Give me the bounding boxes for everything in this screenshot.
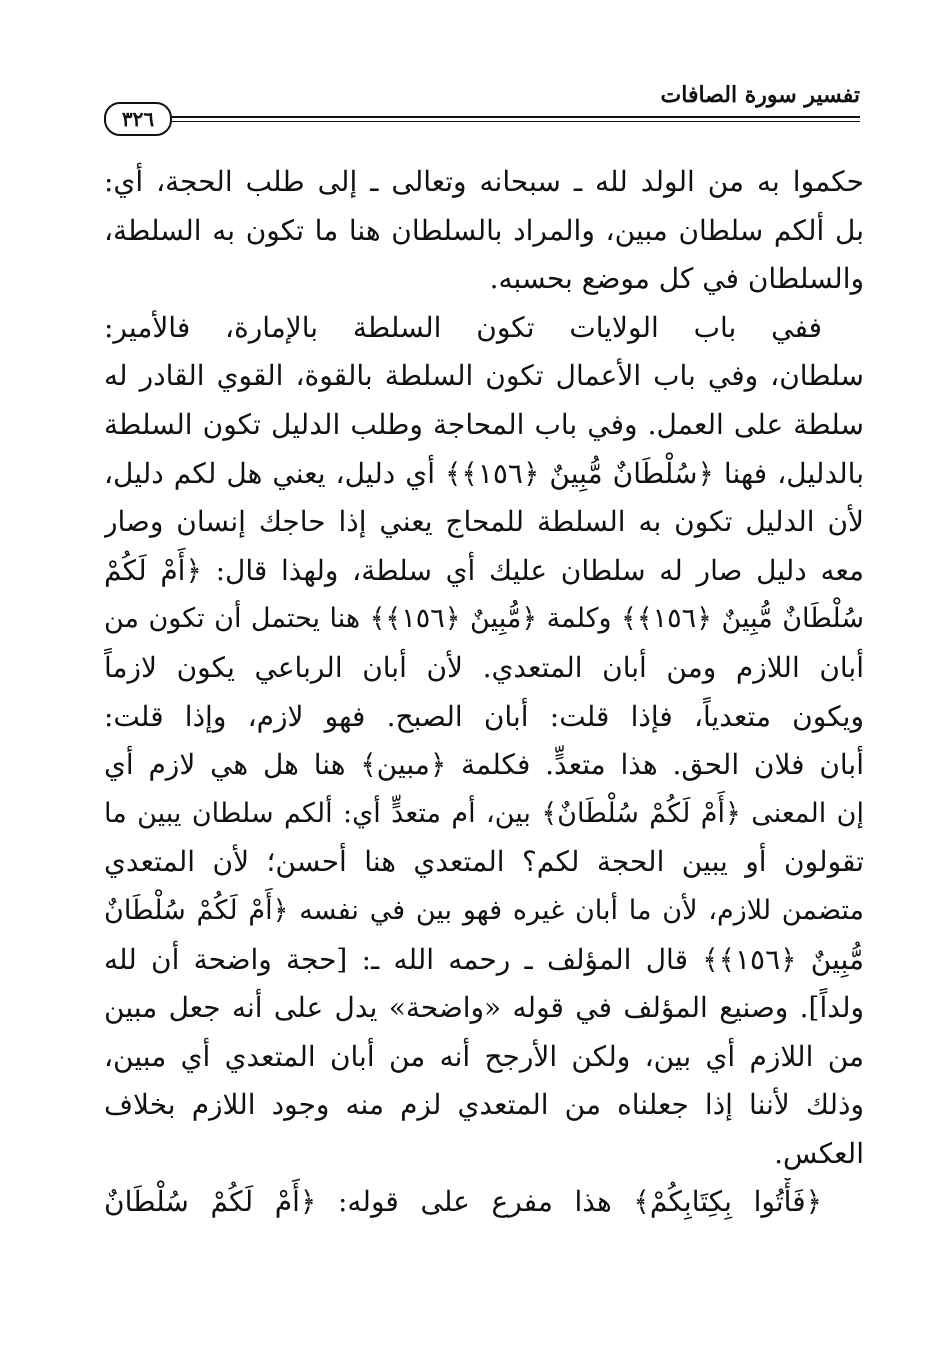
text-line: حكموا به من الولد لله ـ سبحانه وتعالى ـ إلى طلب الحجة، أي: bbox=[104, 165, 864, 198]
text-line: ولداً]. وصنيع المؤلف في قوله «واضحة» يدل على أنه جعل مبين bbox=[104, 991, 864, 1025]
text-line: ويكون متعدياً، فإذا قلت: أبان الصبح. فهو لازم، وإذا قلت: bbox=[104, 699, 864, 733]
text-line: تقولون أو يبين الحجة لكم؟ المتعدي هنا أحسن؛ لأن المتعدي bbox=[104, 845, 864, 879]
text-line: وذلك لأننا إذا جعلناه من المتعدي لزم منه وجود اللازم بخلاف bbox=[104, 1088, 864, 1122]
text-line: متضمن للازم، لأن ما أبان غيره فهو بين في نفسه ﴿أَمْ لَكُمْ سُلْطَانٌ bbox=[104, 894, 864, 926]
running-title: تفسير سورة الصافات bbox=[660, 82, 860, 108]
text-line: بل ألكم سلطان مبين، والمراد بالسلطان هنا ما تكون به السلطة، bbox=[104, 213, 864, 247]
text-line: والسلطان في كل موضع بحسبه. bbox=[489, 262, 864, 296]
body-text bbox=[104, 158, 864, 1227]
text-line: سلطة على العمل. وفي باب المحاجة وطلب الدليل تكون السلطة bbox=[104, 407, 864, 441]
header-rule bbox=[104, 116, 860, 118]
text-line: معه دليل صار له سلطان عليك أي سلطة، ولهذا قال: ﴿أَمْ لَكُمْ bbox=[104, 553, 864, 587]
page-number-badge: ٣٢٦ bbox=[104, 102, 172, 136]
text-line: إن المعنى ﴿أَمْ لَكُمْ سُلْطَانٌ﴾ بين، أم متعدٍّ أي: ألكم سلطان يبين ما bbox=[104, 797, 864, 829]
text-line: من اللازم أي بين، ولكن الأرجح أنه من أبان المتعدي أي مبين، bbox=[104, 1039, 864, 1073]
text-line: أبان فلان الحق. هذا متعدٍّ. فكلمة ﴿مبين﴾ هنا هل هي لازم أي bbox=[104, 748, 864, 782]
text-line: ﴿فَأْتُوا بِكِتَابِكُمْ﴾ هذا مفرع على قوله: ﴿أَمْ لَكُمْ سُلْطَانٌ bbox=[104, 1185, 822, 1219]
header-rule-thin bbox=[104, 121, 860, 122]
text-line: لأن الدليل تكون به السلطة للمحاج يعني إذا حاجك إنسان وصار bbox=[104, 505, 864, 539]
text-line: ففي باب الولايات تكون السلطة بالإمارة، فالأمير: bbox=[104, 310, 822, 344]
text-line: سُلْطَانٌ مُّبِينٌ ﴿١٥٦﴾﴾ وكلمة ﴿مُّبِينٌ ﴿١٥٦﴾﴾ هنا يحتمل أن تكون من bbox=[104, 603, 864, 635]
text-line: سلطان، وفي باب الأعمال تكون السلطة بالقوة، القوي القادر له bbox=[104, 359, 864, 393]
text-line: العكس. bbox=[774, 1136, 864, 1170]
text-line: أبان اللازم ومن أبان المتعدي. لأن أبان الرباعي يكون لازماً bbox=[104, 650, 864, 684]
text-line: مُّبِينٌ ﴿١٥٦﴾﴾ قال المؤلف ـ رحمه الله ـ: [حجة واضحة أن لله bbox=[104, 942, 864, 976]
text-line: بالدليل، فهنا ﴿سُلْطَانٌ مُّبِينٌ ﴿١٥٦﴾﴾ أي دليل، يعني هل لكم دليل، bbox=[104, 456, 864, 490]
page-header bbox=[104, 82, 860, 131]
